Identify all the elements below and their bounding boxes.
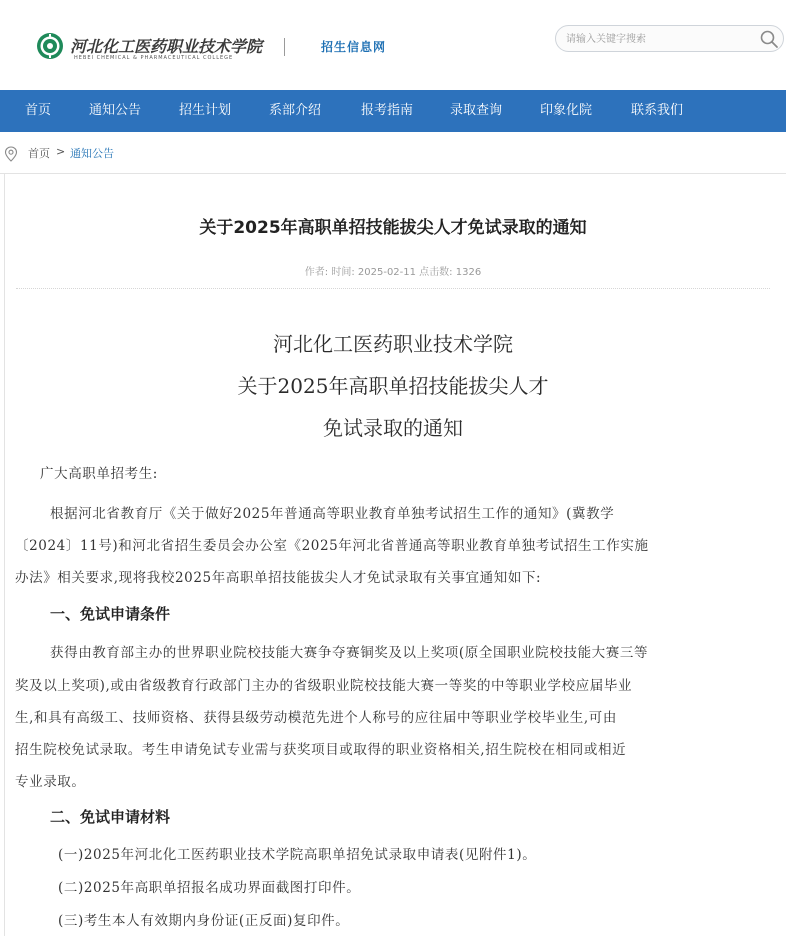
college-name-logo[interactable]: 河北化工医药职业技术学院 — [70, 37, 263, 56]
college-emblem-icon[interactable] — [36, 32, 64, 60]
nav-item-admission-query[interactable]: 录取查询 — [450, 103, 503, 118]
search-box — [555, 25, 784, 52]
college-name-english: HEBEI CHEMICAL & PHARMACEUTICAL COLLEGE — [74, 55, 234, 61]
section-paragraph-line: 获得由教育部主办的世界职业院校技能大赛争夺赛铜奖及以上奖项(原全国职业院校技能大赛三等 — [50, 645, 649, 661]
search-icon[interactable] — [759, 29, 779, 49]
intro-paragraph-line: 〔2024〕11号)和河北省招生委员会办公室《2025年河北省普通高等职业教育单独考试招生工作实施 — [15, 538, 649, 554]
section-paragraph-line: 专业录取。 — [15, 774, 86, 790]
site-name[interactable]: 招生信息网 — [321, 40, 387, 54]
nav-item-campus-impression[interactable]: 印象化院 — [540, 103, 593, 118]
search-input[interactable] — [566, 31, 754, 47]
document-heading-line: 关于2025年高职单招技能拔尖人才 — [237, 374, 549, 398]
material-list-item: (二)2025年高职单招报名成功界面截图打印件。 — [58, 880, 361, 896]
material-list-item: (一)2025年河北化工医药职业技术学院高职单招免试录取申请表(见附件1)。 — [58, 847, 537, 863]
site-header — [0, 0, 786, 90]
section-heading: 一、免试申请条件 — [50, 605, 171, 623]
nav-item-contact[interactable]: 联系我们 — [631, 103, 684, 118]
section-heading: 二、免试申请材料 — [50, 808, 171, 826]
section-paragraph-line: 生,和具有高级工、技师资格、获得县级劳动模范先进个人称号的应往届中等职业学校毕业生,可由 — [15, 710, 617, 726]
intro-paragraph-line: 办法》相关要求,现将我校2025年高职单招技能拔尖人才免试录取有关事宜通知如下: — [15, 570, 542, 586]
nav-item-notices[interactable]: 通知公告 — [89, 103, 142, 118]
nav-item-application-guide[interactable]: 报考指南 — [361, 103, 414, 118]
nav-item-departments[interactable]: 系部介绍 — [269, 103, 322, 118]
header-divider — [284, 38, 285, 56]
location-pin-icon — [4, 146, 18, 162]
intro-paragraph-line: 根据河北省教育厅《关于做好2025年普通高等职业教育单独考试招生工作的通知》(冀教学 — [50, 506, 615, 522]
main-nav — [0, 90, 786, 132]
section-paragraph-line: 奖及以上奖项),或由省级教育行政部门主办的省级职业院校技能大赛一等奖的中等职业学校应届毕业 — [15, 678, 633, 694]
document-heading-line: 免试录取的通知 — [323, 416, 463, 440]
breadcrumb-current[interactable]: 通知公告 — [70, 147, 114, 160]
document-heading-line: 河北化工医药职业技术学院 — [273, 332, 513, 356]
material-list-item: (三)考生本人有效期内身份证(正反面)复印件。 — [58, 913, 350, 929]
breadcrumb — [0, 132, 786, 174]
meta-divider — [16, 288, 770, 289]
article-title: 关于2025年高职单招技能拔尖人才免试录取的通知 — [199, 218, 587, 238]
nav-item-home[interactable]: 首页 — [25, 103, 52, 118]
section-paragraph-line: 招生院校免试录取。考生申请免试专业需与获奖项目或取得的职业资格相关,招生院校在相同或相近 — [15, 742, 627, 758]
breadcrumb-separator: > — [56, 145, 66, 158]
nav-item-enrollment-plan[interactable]: 招生计划 — [179, 103, 232, 118]
salutation: 广大高职单招考生: — [40, 466, 158, 482]
article-meta: 作者: 时间: 2025-02-11 点击数: 1326 — [304, 267, 482, 278]
breadcrumb-home[interactable]: 首页 — [28, 147, 50, 160]
